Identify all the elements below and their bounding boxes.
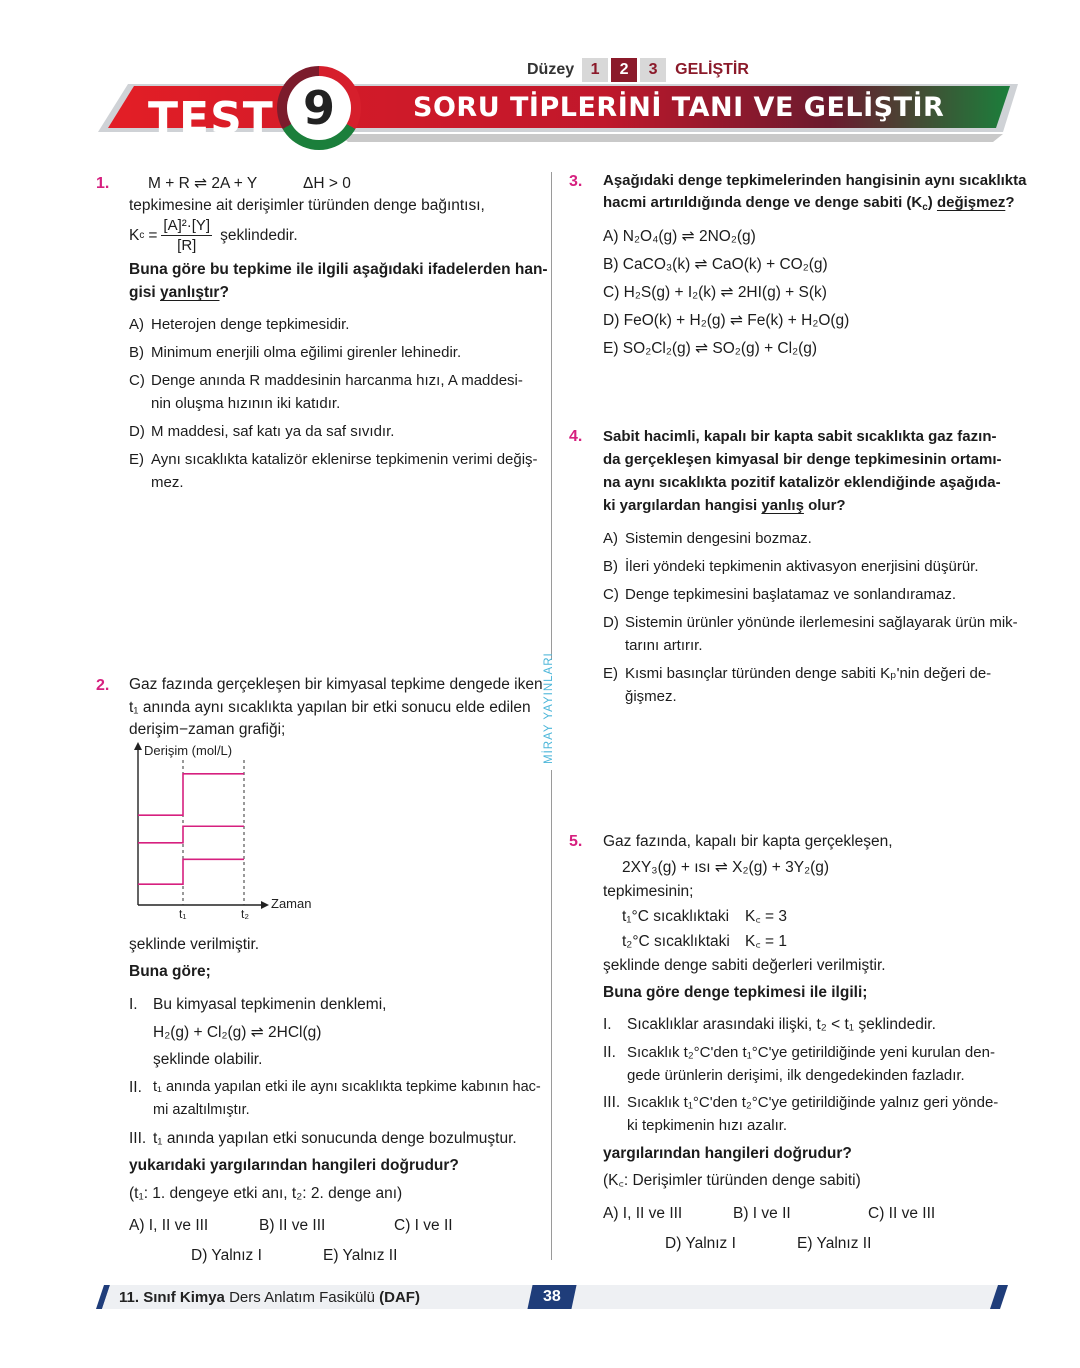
q4-option-key-3[interactable]: D): [603, 614, 619, 631]
chart-ylabel: Derişim (mol/L): [144, 743, 233, 758]
q1-number: 1.: [96, 175, 110, 192]
chart-tick-t1: t₁: [179, 907, 187, 921]
q5-statement-2a: Sıcaklık t₂°C'den t₁°C'ye getirildiğinde yeni kurulan den-: [627, 1044, 995, 1061]
q2-chart: [128, 740, 328, 925]
q4-option-text-4-1[interactable]: ğişmez.: [625, 688, 677, 705]
chart-tick-t2: t₂: [241, 907, 249, 921]
q5-equation: 2XY₃(g) + ısı ⇌ X₂(g) + 3Y₂(g): [622, 859, 830, 876]
q2-number: 2.: [96, 677, 110, 694]
q3-option-4[interactable]: E) SO₂Cl₂(g) ⇌ SO₂(g) + Cl₂(g): [603, 340, 818, 357]
q4-option-text-3-1[interactable]: tarını artırır.: [625, 637, 703, 654]
q2-statement-1-key: I.: [129, 996, 138, 1013]
chart-series-middle: [138, 826, 244, 843]
q1-option-text-1-0[interactable]: Minimum enerjili olma eğilimi girenler lehinedir.: [151, 344, 462, 361]
q3-option-0[interactable]: A) N₂O₄(g) ⇌ 2NO₂(g): [603, 228, 756, 245]
q4-prompt-1: Sabit hacimli, kapalı bir kapta sabit sıcaklıkta gaz fazın-: [603, 428, 997, 445]
q4-option-key-1[interactable]: B): [603, 558, 618, 575]
q5-statement-3b: ki tepkimenin hızı azalır.: [627, 1117, 788, 1134]
q5-number: 5.: [569, 833, 583, 850]
q5-t2-line: t₂°C sıcaklıktaki: [622, 933, 730, 950]
q1-kc-sub: c: [139, 230, 145, 241]
q1-prompt-line1: Buna göre bu tepkime ile ilgili aşağıdaki ifadelerden han-: [129, 261, 548, 278]
q2-statement-3-key: III.: [129, 1130, 147, 1147]
publisher-text: MİRAY YAYINLARI: [543, 652, 555, 764]
q1-option-text-3-0[interactable]: M maddesi, saf katı ya da saf sıvıdır.: [151, 423, 395, 440]
q2-after-chart: şeklinde verilmiştir.: [129, 936, 260, 953]
q5-option-e[interactable]: E) Yalnız II: [797, 1235, 872, 1252]
q2-statement-2a: t₁ anında yapılan etki ile aynı sıcaklıkta tepkime kabının hac-: [153, 1079, 541, 1095]
q1-option-text-0-0[interactable]: Heterojen denge tepkimesidir.: [151, 316, 350, 333]
level-3: 3: [640, 58, 666, 82]
q2-intro-2: t₁ anında aynı sıcaklıkta yapılan bir etki sonucu elde edilen: [129, 699, 531, 716]
footer-code: (DAF): [379, 1289, 420, 1306]
q3-number: 3.: [569, 173, 583, 190]
page-number-text: 38: [543, 1288, 561, 1305]
q3-option-3[interactable]: D) FeO(k) + H₂(g) ⇌ Fe(k) + H₂O(g): [603, 312, 850, 329]
q5-note: (K꜀: Derişimler türünden denge sabiti): [603, 1172, 861, 1189]
q1-enthalpy: ΔH > 0: [303, 175, 351, 192]
q1-option-key-4[interactable]: E): [129, 451, 144, 468]
q1-option-text-4-0[interactable]: Aynı sıcaklıkta katalizör eklenirse tepkimenin verimi değiş-: [151, 451, 538, 468]
q4-prompt-2: da gerçekleşen kimyasal bir denge tepkimesinin ortamı-: [603, 451, 1002, 468]
q2-intro-1: Gaz fazında gerçekleşen bir kimyasal tepkime dengede iken: [129, 676, 543, 693]
q5-statement-2-key: II.: [603, 1044, 616, 1061]
level-1: 1: [582, 58, 608, 82]
q5-statement-1-key: I.: [603, 1016, 612, 1033]
q2-equation: H₂(g) + Cl₂(g) ⇌ 2HCl(g): [153, 1024, 322, 1041]
q2-prompt: yukarıdaki yargılarından hangileri doğrudur?: [129, 1157, 459, 1174]
q5-option-d[interactable]: D) Yalnız I: [665, 1235, 736, 1252]
q1-reaction: M + R ⇌ 2A + Y: [148, 175, 258, 192]
footer-grade: 11. Sınıf: [119, 1289, 176, 1306]
q5-option-b[interactable]: B) I ve II: [733, 1205, 791, 1222]
q2-option-a[interactable]: A) I, II ve III: [129, 1217, 209, 1234]
q4-prompt-4b: olur?: [808, 497, 846, 514]
q3-prompt-line2: [603, 191, 1015, 219]
q4-option-key-4[interactable]: E): [603, 665, 618, 682]
q3-option-1[interactable]: B) CaCO₃(k) ⇌ CaO(k) + CO₂(g): [603, 256, 828, 273]
q5-statement-3-key: III.: [603, 1094, 621, 1111]
q2-intro-3: derişim−zaman grafiği;: [129, 721, 286, 738]
q4-option-key-2[interactable]: C): [603, 586, 619, 603]
q1-option-key-1[interactable]: B): [129, 344, 144, 361]
q4-number: 4.: [569, 428, 583, 445]
q3-prompt-line1: Aşağıdaki denge tepkimelerinden hangisinin aynı sıcaklıkta: [603, 172, 1027, 189]
test-label: TEST: [148, 93, 274, 144]
q1-kc-denominator: [R]: [177, 237, 197, 254]
q2-buna-gore: Buna göre;: [129, 963, 211, 980]
q3-prompt-sub: c: [922, 202, 928, 213]
q1-prompt-qmark: ?: [219, 284, 229, 301]
q5-prompt: yargılarından hangileri doğrudur?: [603, 1145, 852, 1162]
q2-option-c[interactable]: C) I ve II: [394, 1217, 453, 1234]
q1-option-key-2[interactable]: C): [129, 372, 145, 389]
q3-prompt-text: hacmi artırıldığında denge ve denge sabiti (K: [603, 194, 923, 211]
q2-statement-1: Bu kimyasal tepkimenin denklemi,: [153, 996, 387, 1013]
q1-kc-tail: şeklindedir.: [220, 227, 298, 244]
q1-option-text-4-1[interactable]: mez.: [151, 474, 184, 491]
q1-intro: tepkimesine ait derişimler türünden denge bağıntısı,: [129, 197, 485, 214]
q4-option-text-4-0[interactable]: Kısmi basınçlar türünden denge sabiti Kₚ'nin değeri de-: [625, 665, 992, 682]
q5-statement-3a: Sıcaklık t₁°C'den t₂°C'ye getirildiğinde yalnız geri yönde-: [627, 1094, 999, 1111]
footer-book-title: [119, 1289, 420, 1306]
publisher-side-label: [543, 652, 561, 770]
q1-kc-fraction: [161, 216, 212, 255]
q4-option-key-0[interactable]: A): [603, 530, 618, 547]
chart-xlabel: Zaman: [271, 896, 312, 911]
q5-t1-kc: K꜀ = 3: [745, 908, 787, 925]
q5-verilmis: şeklinde denge sabiti değerleri verilmiştir.: [603, 957, 886, 974]
q5-option-a[interactable]: A) I, II ve III: [603, 1205, 683, 1222]
chart-series-top: [138, 774, 244, 815]
q5-t2-kc: K꜀ = 1: [745, 933, 787, 950]
q2-equation-tail: şeklinde olabilir.: [153, 1051, 263, 1068]
q4-option-text-2-0[interactable]: Denge tepkimesini başlatamaz ve sonlandıramaz.: [625, 586, 957, 603]
q1-option-key-0[interactable]: A): [129, 316, 144, 333]
q4-prompt-underlined: yanlış: [761, 497, 804, 514]
footer-subject: Kimya: [179, 1289, 225, 1306]
q1-prompt-word: gisi: [129, 284, 156, 301]
q4-option-text-3-0[interactable]: Sistemin ürünler yönünde ilerlemesini sağlayarak ürün mik-: [625, 614, 1018, 631]
q3-prompt-qmark: ?: [1005, 194, 1015, 211]
q1-kc-expression: K c = $\frac{\text{[A]²·[Y]}}{[R]}$ şeklindedir.: [129, 217, 298, 254]
q2-note: (t₁: 1. dengeye etki anı, t₂: 2. denge anı): [129, 1185, 403, 1202]
q2-statement-2b: mi azaltılmıştır.: [153, 1102, 250, 1118]
q3-prompt-paren: ): [927, 194, 933, 211]
q5-intro: Gaz fazında, kapalı bir kapta gerçekleşen,: [603, 833, 893, 850]
q1-option-text-2-0[interactable]: Denge anında R maddesinin harcanma hızı, A maddesi-: [151, 372, 523, 389]
q4-option-text-1-0[interactable]: İleri yöndeki tepkimenin aktivasyon enerjisini düşürür.: [625, 558, 979, 575]
q1-kc-symbol: K: [129, 227, 140, 244]
q2-option-b[interactable]: B) II ve III: [259, 1217, 326, 1234]
q4-prompt-4a: ki yargılardan hangisi: [603, 497, 758, 514]
level-indicator: [527, 58, 749, 82]
footer-book: Ders Anlatım Fasikülü: [229, 1289, 375, 1306]
level-label: Düzey: [527, 61, 575, 78]
q3-prompt-underlined: değişmez: [936, 194, 1006, 211]
test-number: 9: [287, 76, 351, 140]
q5-t1-line: t₁°C sıcaklıktaki: [622, 908, 730, 925]
q5-option-c[interactable]: C) II ve III: [868, 1205, 936, 1222]
q3-option-2[interactable]: C) H₂S(g) + I₂(k) ⇌ 2HI(g) + S(k): [603, 284, 827, 301]
q4-option-text-0-0[interactable]: Sistemin dengesini bozmaz.: [625, 530, 812, 547]
q5-statement-1: Sıcaklıklar arasındaki ilişki, t₂ < t₁ şeklindedir.: [627, 1016, 936, 1033]
q2-statement-2-key: II.: [129, 1079, 142, 1096]
q1-option-text-2-1[interactable]: nin oluşma hızının iki katıdır.: [151, 395, 341, 412]
q2-option-d[interactable]: D) Yalnız I: [191, 1247, 262, 1264]
q2-statement-3: t₁ anında yapılan etki sonucunda denge bozulmuştur.: [153, 1130, 517, 1147]
level-text: GELİŞTİR: [675, 61, 749, 78]
q1-prompt-underlined: yanlıştır: [160, 284, 220, 301]
level-2: 2: [611, 58, 637, 82]
q5-buna-gore: Buna göre denge tepkimesi ile ilgili;: [603, 984, 868, 1001]
q5-statement-2b: gede ürünlerin derişimi, ilk dengedekinden fazladır.: [627, 1067, 965, 1084]
page-title: SORU TİPLERİNİ TANI VE GELİŞTİR: [413, 92, 945, 123]
q1-prompt-line2: [129, 281, 229, 304]
test-number-badge: [277, 66, 361, 150]
chart-series-bottom: [138, 859, 244, 884]
chart-y-arrow: [134, 742, 142, 750]
q2-option-e[interactable]: E) Yalnız II: [323, 1247, 398, 1264]
page-number: [527, 1285, 576, 1309]
q4-prompt-3: na aynı sıcaklıkta pozitif katalizör eklendiğinde aşağıda-: [603, 474, 1001, 491]
q4-prompt-4: [603, 494, 846, 517]
q1-option-key-3[interactable]: D): [129, 423, 145, 440]
q1-kc-numerator: [A]²·[Y]: [163, 217, 211, 234]
q5-tepkimesinin: tepkimesinin;: [603, 883, 694, 900]
chart-x-arrow: [261, 901, 269, 909]
